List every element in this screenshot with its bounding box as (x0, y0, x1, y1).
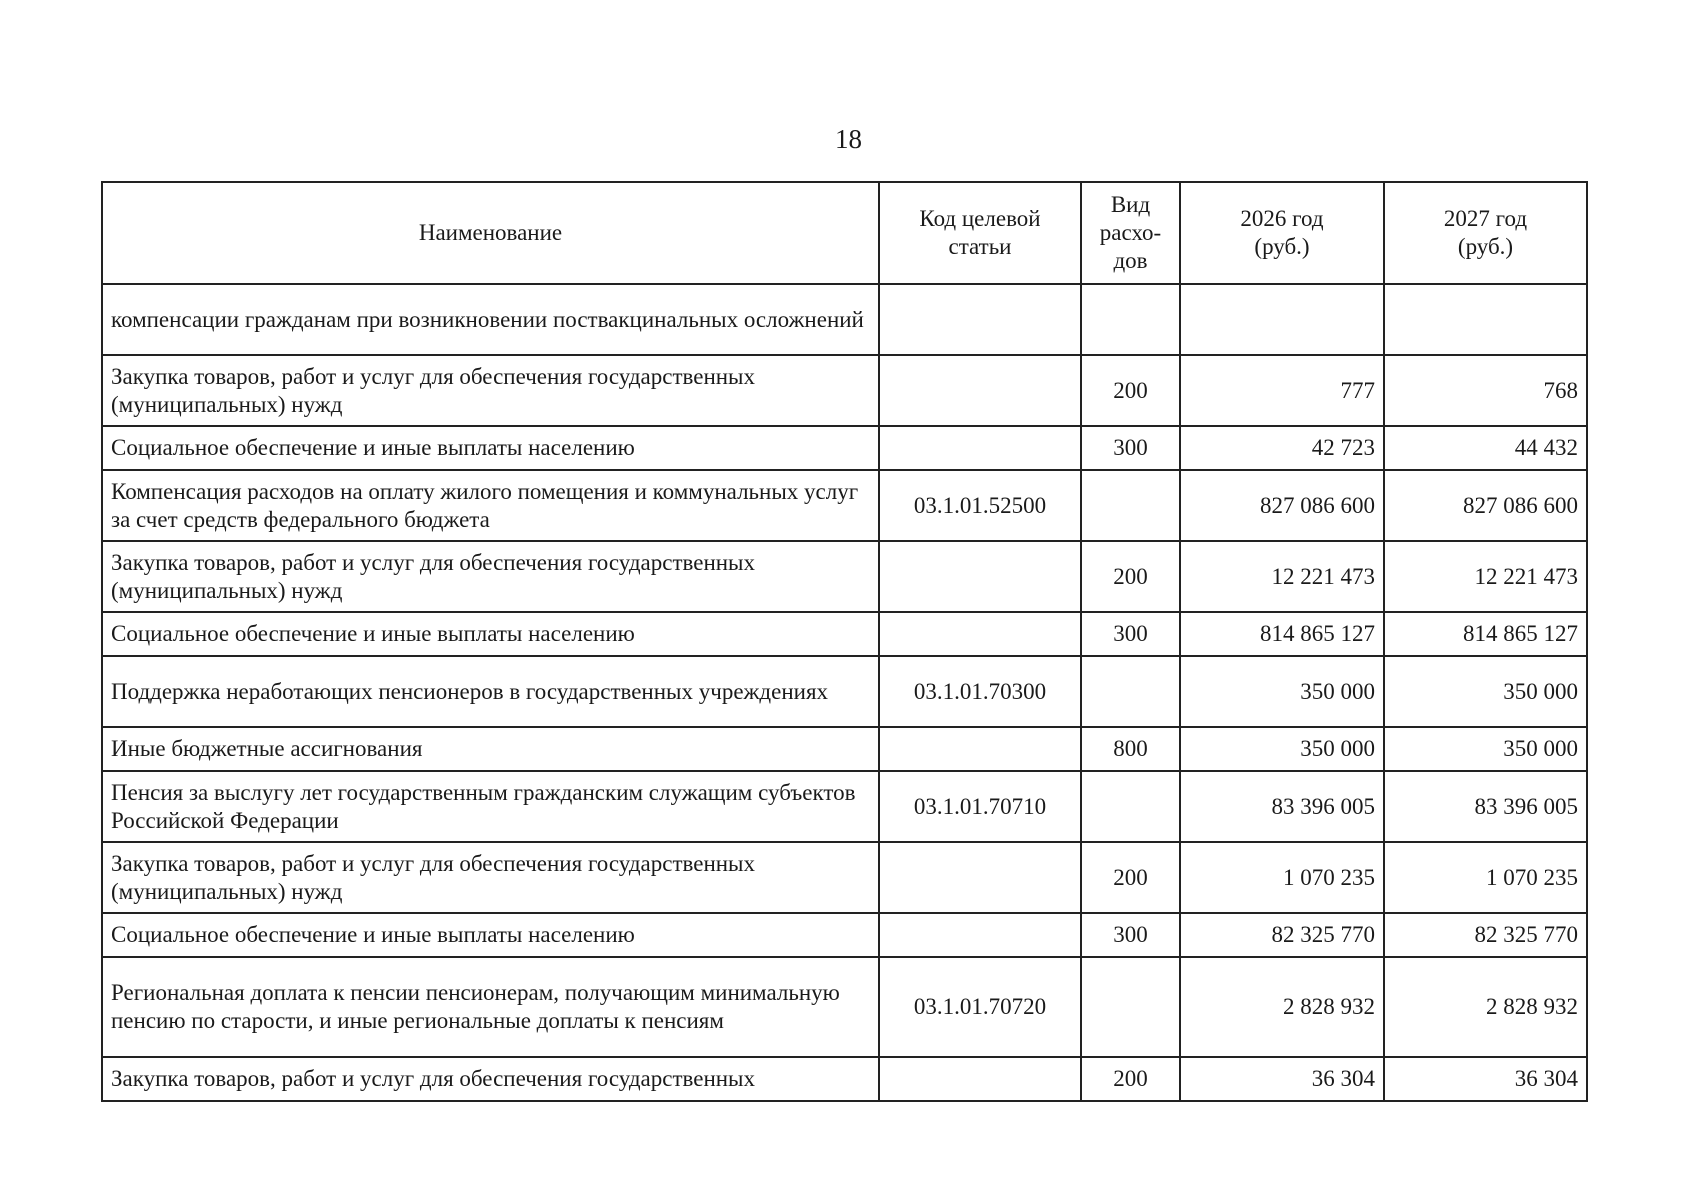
header-vid-line: расхо- (1099, 220, 1162, 245)
table-row (102, 355, 1587, 426)
row-vid: 200 (1081, 541, 1180, 612)
header-code-line: Код целевой (919, 206, 1041, 231)
row-amount-2026: 827 086 600 (1180, 470, 1384, 541)
table-header-row (102, 182, 1587, 284)
row-amount-2027: 44 432 (1384, 426, 1587, 470)
row-amount-2026: 2 828 932 (1180, 957, 1384, 1057)
page-number: 18 (835, 124, 862, 154)
row-amount-2027: 36 304 (1384, 1057, 1587, 1101)
header-code (879, 182, 1081, 284)
row-amount-2027: 12 221 473 (1384, 541, 1587, 612)
table-row (102, 284, 1587, 355)
row-name: Социальное обеспечение и иные выплаты населению (102, 426, 879, 470)
table-row (102, 612, 1587, 656)
row-amount-2026: 814 865 127 (1180, 612, 1384, 656)
row-vid: 300 (1081, 426, 1180, 470)
row-name: Закупка товаров, работ и услуг для обеспечения государственных (муниципальных) нужд (102, 541, 879, 612)
row-amount-2026: 1 070 235 (1180, 842, 1384, 913)
header-vid-line: Вид (1110, 192, 1151, 217)
row-code (879, 284, 1081, 355)
row-amount-2026: 83 396 005 (1180, 771, 1384, 842)
table-row (102, 426, 1587, 470)
row-name: Региональная доплата к пенсии пенсионерам, получающим минимальную пенсию по старости, и иные региональные доплаты к пенсиям (102, 957, 879, 1057)
row-amount-2027: 350 000 (1384, 727, 1587, 771)
row-code (879, 541, 1081, 612)
header-vid-line: дов (1113, 248, 1148, 273)
row-amount-2027: 814 865 127 (1384, 612, 1587, 656)
row-code (879, 355, 1081, 426)
row-code: 03.1.01.70720 (879, 957, 1081, 1057)
row-amount-2026: 777 (1180, 355, 1384, 426)
row-code (879, 913, 1081, 957)
row-code (879, 1057, 1081, 1101)
header-year-unit: (руб.) (1457, 234, 1514, 259)
row-amount-2026: 350 000 (1180, 656, 1384, 727)
row-vid (1081, 957, 1180, 1057)
table-row (102, 470, 1587, 541)
table-row (102, 656, 1587, 727)
row-amount-2026: 82 325 770 (1180, 913, 1384, 957)
row-name: Социальное обеспечение и иные выплаты населению (102, 913, 879, 957)
row-amount-2027: 82 325 770 (1384, 913, 1587, 957)
row-amount-2027 (1384, 284, 1587, 355)
row-code: 03.1.01.52500 (879, 470, 1081, 541)
row-vid: 800 (1081, 727, 1180, 771)
row-name: Пенсия за выслугу лет государственным гражданским служащим субъектов Российской Федерации (102, 771, 879, 842)
table-row (102, 771, 1587, 842)
row-code (879, 727, 1081, 771)
table-row (102, 1057, 1587, 1101)
row-amount-2026: 12 221 473 (1180, 541, 1384, 612)
row-name: компенсации гражданам при возникновении поствакцинальных осложнений (102, 284, 879, 355)
row-name: Поддержка неработающих пенсионеров в государственных учреждениях (102, 656, 879, 727)
row-vid: 200 (1081, 842, 1180, 913)
table-row (102, 957, 1587, 1057)
row-name: Закупка товаров, работ и услуг для обеспечения государственных (102, 1057, 879, 1101)
header-year-line: 2027 год (1443, 206, 1528, 231)
header-year-line: 2026 год (1240, 206, 1324, 231)
row-code (879, 426, 1081, 470)
row-name: Иные бюджетные ассигнования (102, 727, 879, 771)
row-vid: 300 (1081, 913, 1180, 957)
row-amount-2027: 768 (1384, 355, 1587, 426)
row-amount-2027: 1 070 235 (1384, 842, 1587, 913)
row-vid: 200 (1081, 1057, 1180, 1101)
row-name: Социальное обеспечение и иные выплаты населению (102, 612, 879, 656)
row-code: 03.1.01.70300 (879, 656, 1081, 727)
row-vid (1081, 470, 1180, 541)
row-amount-2026: 42 723 (1180, 426, 1384, 470)
row-code (879, 842, 1081, 913)
row-amount-2026: 350 000 (1180, 727, 1384, 771)
header-name: Наименование (102, 182, 879, 284)
row-vid (1081, 656, 1180, 727)
header-year-2026 (1180, 182, 1384, 284)
row-vid (1081, 771, 1180, 842)
row-name: Закупка товаров, работ и услуг для обеспечения государственных (муниципальных) нужд (102, 355, 879, 426)
table-row (102, 842, 1587, 913)
row-amount-2026 (1180, 284, 1384, 355)
table-row (102, 541, 1587, 612)
row-vid: 200 (1081, 355, 1180, 426)
row-amount-2027: 827 086 600 (1384, 470, 1587, 541)
row-vid (1081, 284, 1180, 355)
row-code (879, 612, 1081, 656)
table-row (102, 727, 1587, 771)
row-name: Компенсация расходов на оплату жилого помещения и коммунальных услуг за счет средств федерального бюджета (102, 470, 879, 541)
header-code-line: статьи (948, 234, 1012, 259)
budget-table (101, 181, 1588, 1102)
row-name: Закупка товаров, работ и услуг для обеспечения государственных (муниципальных) нужд (102, 842, 879, 913)
row-amount-2027: 2 828 932 (1384, 957, 1587, 1057)
row-amount-2027: 83 396 005 (1384, 771, 1587, 842)
row-code: 03.1.01.70710 (879, 771, 1081, 842)
header-year-unit: (руб.) (1254, 234, 1310, 259)
header-year-2027 (1384, 182, 1587, 284)
row-vid: 300 (1081, 612, 1180, 656)
row-amount-2026: 36 304 (1180, 1057, 1384, 1101)
header-vid (1081, 182, 1180, 284)
table-row (102, 913, 1587, 957)
row-amount-2027: 350 000 (1384, 656, 1587, 727)
